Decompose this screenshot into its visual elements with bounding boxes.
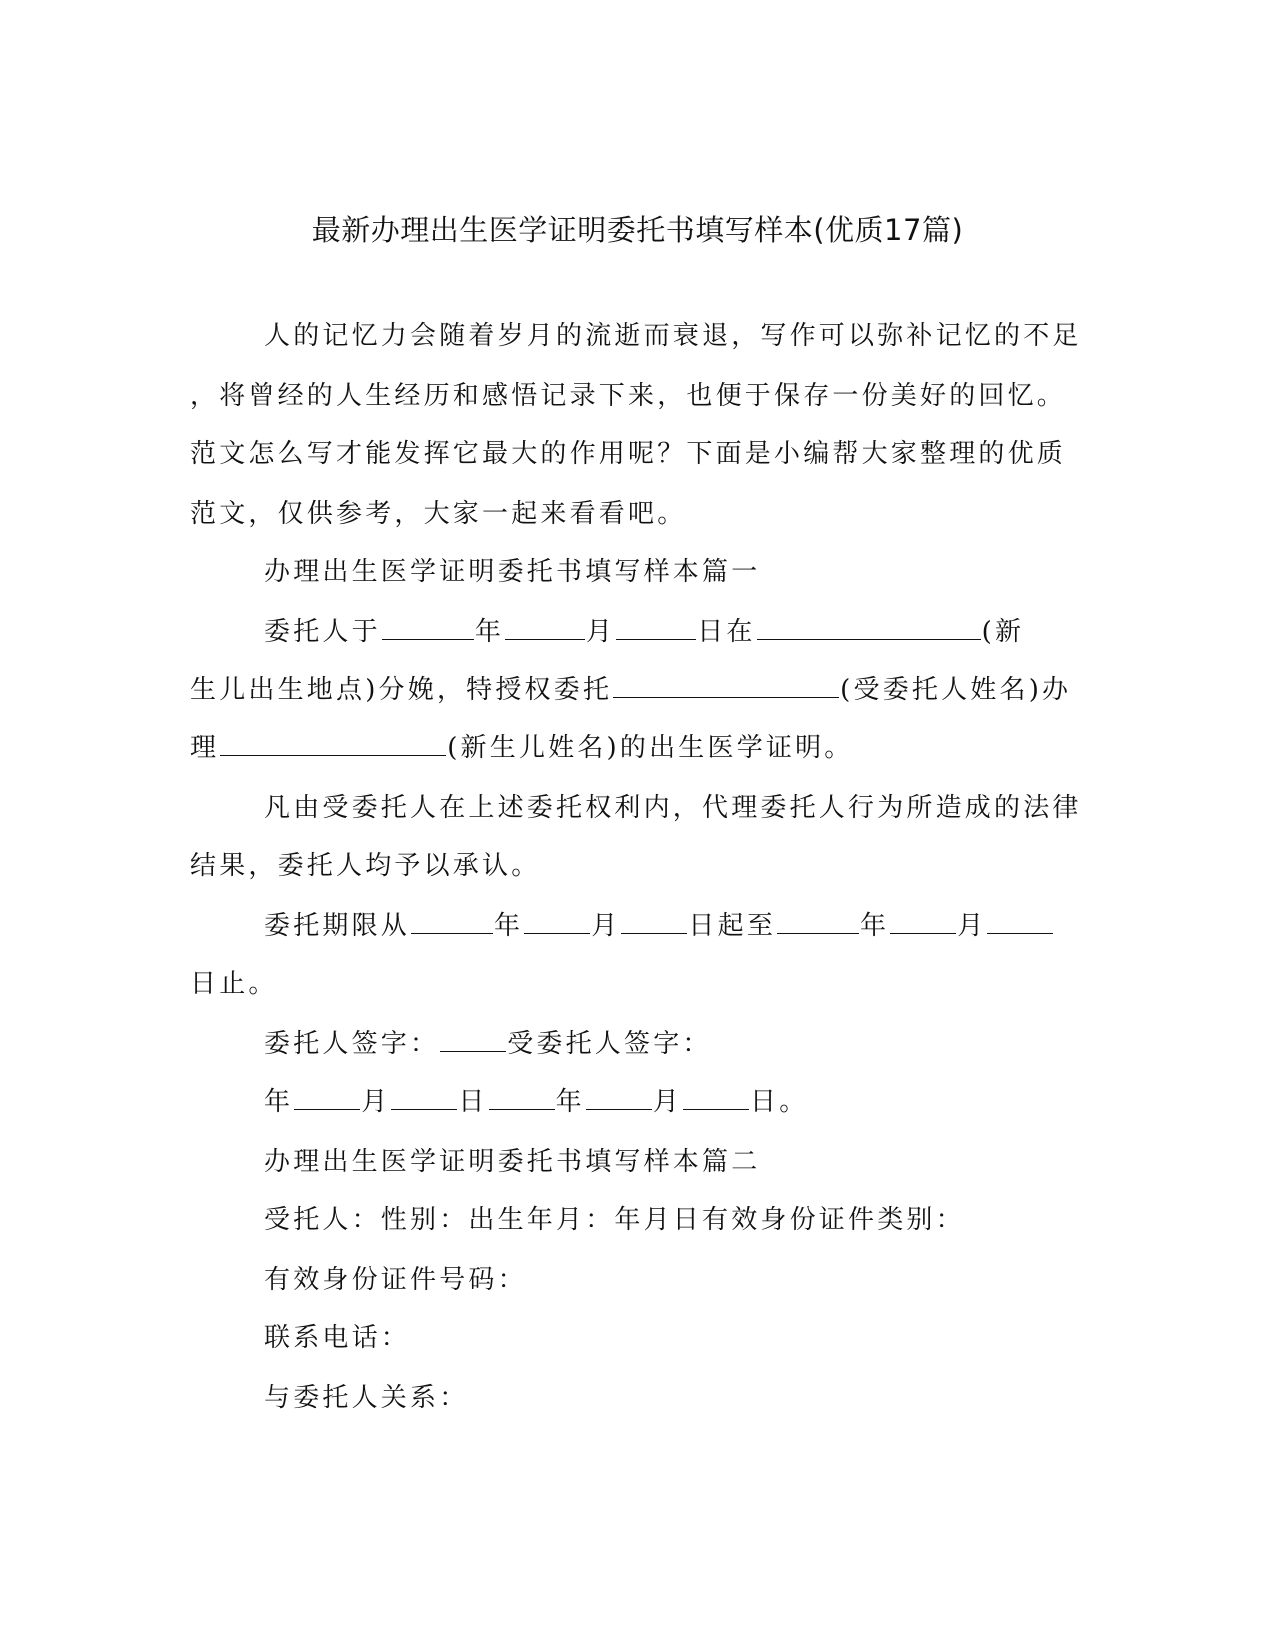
- section1-heading: 办理出生医学证明委托书填写样本篇一: [264, 557, 761, 587]
- blank-line: [220, 731, 446, 756]
- blank-line: [616, 615, 696, 640]
- blank-line: [757, 615, 981, 640]
- intro-line-3: 范文怎么写才能发挥它最大的作用呢？下面是小编帮大家整理的优质: [190, 439, 1067, 469]
- text: 年: [860, 911, 890, 941]
- text: 年: [264, 1087, 294, 1117]
- blank-line: [586, 1085, 652, 1110]
- text: 月: [957, 911, 987, 941]
- section1-para3-line2: 日止。: [190, 969, 278, 999]
- text: 日: [458, 1087, 488, 1117]
- blank-line: [382, 615, 474, 640]
- text: 委托期限从: [264, 911, 411, 941]
- blank-line: [613, 673, 839, 698]
- intro-line-2: ，将曾经的人生经历和感悟记录下来，也便于保存一份美好的回忆。: [190, 381, 1067, 411]
- section1-signature-line: [264, 1024, 1164, 1064]
- blank-line: [683, 1085, 749, 1110]
- blank-line: [987, 909, 1053, 934]
- blank-line: [505, 615, 585, 640]
- section1-para1-line3: [190, 728, 1090, 768]
- section1-para1-line2: [190, 670, 1090, 710]
- text: 生儿出生地点)分娩，特授权委托: [190, 675, 613, 705]
- text: 月: [652, 1087, 683, 1117]
- text: 委托人于: [264, 617, 381, 647]
- blank-line: [890, 909, 956, 934]
- intro-line-4: 范文，仅供参考，大家一起来看看吧。: [190, 499, 687, 529]
- text: 月: [361, 1087, 391, 1117]
- section2-line-4: 与委托人关系：: [264, 1383, 469, 1413]
- section1-para2-line2: 结果，委托人均予以承认。: [190, 851, 541, 881]
- section2-heading: 办理出生医学证明委托书填写样本篇二: [264, 1147, 761, 1177]
- blank-line: [621, 909, 687, 934]
- blank-line: [489, 1085, 555, 1110]
- text: 受委托人签字：: [507, 1029, 712, 1059]
- blank-line: [391, 1085, 457, 1110]
- section2-line-3: 联系电话：: [264, 1323, 411, 1353]
- text: 年: [555, 1087, 585, 1117]
- blank-line: [777, 909, 859, 934]
- blank-line: [411, 909, 493, 934]
- blank-line: [294, 1085, 360, 1110]
- blank-line: [440, 1027, 506, 1052]
- text: 日在: [697, 617, 756, 647]
- text: 委托人签字：: [264, 1029, 440, 1059]
- intro-line-1: 人的记忆力会随着岁月的流逝而衰退，写作可以弥补记忆的不足: [264, 321, 1082, 351]
- text: 日。: [750, 1087, 809, 1117]
- section2-line-2: 有效身份证件号码：: [264, 1265, 527, 1295]
- text: 理: [190, 733, 220, 763]
- section1-para2-line1: 凡由受委托人在上述委托权利内，代理委托人行为所造成的法律: [264, 793, 1082, 823]
- text: 年: [474, 617, 505, 647]
- text: 日起至: [688, 911, 777, 941]
- document-title: 最新办理出生医学证明委托书填写样本(优质17篇): [311, 213, 964, 247]
- text: 月: [591, 911, 621, 941]
- section1-para3-line1: [264, 906, 1164, 946]
- text: 年: [494, 911, 524, 941]
- section1-para1-line1: [264, 612, 1164, 652]
- text: (受委托人姓名)办: [840, 675, 1072, 705]
- text: 月: [586, 617, 616, 647]
- text: (新生儿姓名)的出生医学证明。: [447, 733, 854, 763]
- section2-line-1: 受托人：性别：出生年月：年月日有效身份证件类别：: [264, 1205, 965, 1235]
- text: (新: [981, 617, 1025, 647]
- blank-line: [524, 909, 590, 934]
- section1-date-line: [264, 1082, 1164, 1122]
